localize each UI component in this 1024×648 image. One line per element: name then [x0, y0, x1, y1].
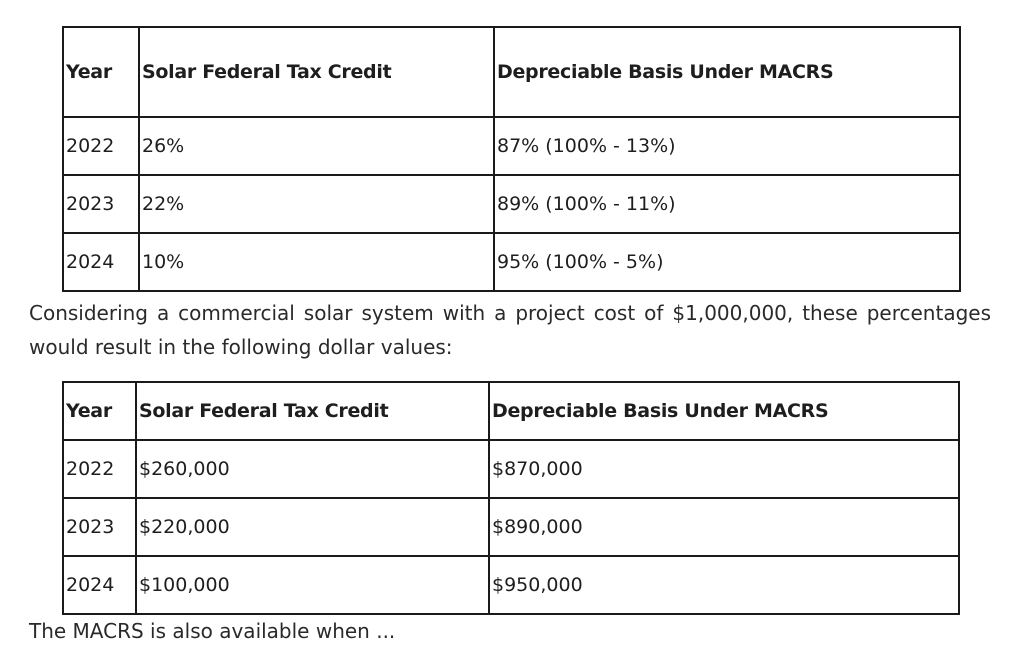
cell-year: 2024	[63, 556, 136, 614]
table-row	[63, 117, 960, 175]
cell-depreciable-basis: 95% (100% - 5%)	[494, 233, 960, 291]
percent-table	[62, 26, 961, 292]
cell-year: 2023	[63, 498, 136, 556]
cell-tax-credit: $220,000	[136, 498, 489, 556]
column-header-depreciable-basis: Depreciable Basis Under MACRS	[489, 382, 959, 440]
table-header-row	[63, 27, 960, 117]
cell-year: 2023	[63, 175, 139, 233]
table-header-row	[63, 382, 959, 440]
column-header-tax-credit: Solar Federal Tax Credit	[139, 27, 494, 117]
body-paragraph: Considering a commercial solar system with a project cost of $1,000,000, these percentages would result in the following dollar values:	[29, 301, 991, 359]
cell-depreciable-basis: 87% (100% - 13%)	[494, 117, 960, 175]
cell-tax-credit: 10%	[139, 233, 494, 291]
column-header-tax-credit: Solar Federal Tax Credit	[136, 382, 489, 440]
table-row	[63, 233, 960, 291]
cell-tax-credit: 26%	[139, 117, 494, 175]
column-header-year: Year	[63, 382, 136, 440]
table-row	[63, 498, 959, 556]
cell-depreciable-basis: $870,000	[489, 440, 959, 498]
cell-depreciable-basis: 89% (100% - 11%)	[494, 175, 960, 233]
cut-off-text: The MACRS is also available when ...	[29, 619, 396, 643]
cell-depreciable-basis: $950,000	[489, 556, 959, 614]
column-header-year: Year	[63, 27, 139, 117]
cell-year: 2022	[63, 117, 139, 175]
cell-year: 2024	[63, 233, 139, 291]
dollar-table	[62, 381, 960, 615]
cell-depreciable-basis: $890,000	[489, 498, 959, 556]
table-row	[63, 556, 959, 614]
table-row	[63, 440, 959, 498]
cell-tax-credit: 22%	[139, 175, 494, 233]
table-row	[63, 175, 960, 233]
cell-tax-credit: $100,000	[136, 556, 489, 614]
cell-year: 2022	[63, 440, 136, 498]
cut-off-text-line	[29, 618, 991, 643]
cell-tax-credit: $260,000	[136, 440, 489, 498]
column-header-depreciable-basis: Depreciable Basis Under MACRS	[494, 27, 960, 117]
